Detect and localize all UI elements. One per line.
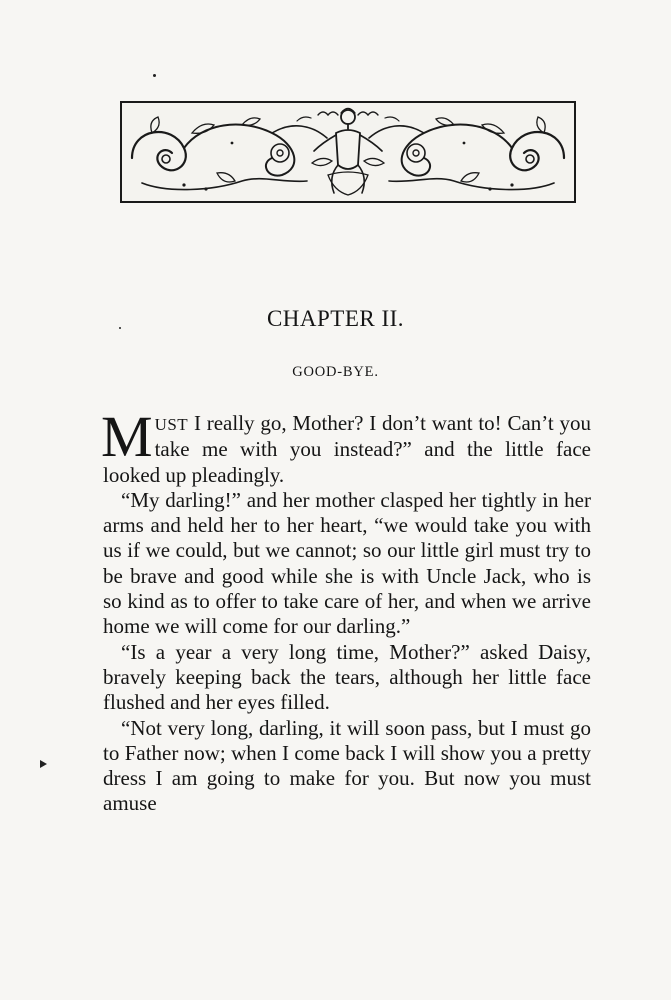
scrollwork-ornament-illustration (122, 103, 574, 201)
ornamental-headpiece (120, 101, 576, 203)
chapter-title: CHAPTER II. (266, 306, 405, 331)
paragraph-text: I really go, Mother? I don’t want to! Can’t you take me with you instead?” and the little face looked up pleadingly. (103, 411, 591, 487)
paragraph-3: “Is a year a very long time, Mother?” asked Daisy, bravely keeping back the tears, although her little face flushed and her eyes filled. (103, 639, 591, 715)
drop-cap: M (101, 404, 153, 469)
paragraph-1 (101, 404, 591, 488)
margin-arrow-mark (40, 760, 47, 768)
body-text (101, 404, 591, 817)
ink-speck (153, 74, 156, 77)
paragraph-4: “Not very long, darling, it will soon pass, but I must go to Father now; when I come back I will show you a pretty dress I am going to make for you. But now you must amuse (103, 715, 591, 816)
chapter-subtitle: GOOD-BYE. (292, 364, 379, 380)
small-caps-lead: UST (154, 415, 189, 434)
paragraph-2: “My darling!” and her mother clasped her tightly in her arms and held her to her heart, “we would take you with us if we could, but we cannot; so our little girl must try to be brave and good while she is with Uncle Jack, who is so kind as to offer to take care of her, and when we arrive home we will come for our darling.” (103, 487, 591, 639)
